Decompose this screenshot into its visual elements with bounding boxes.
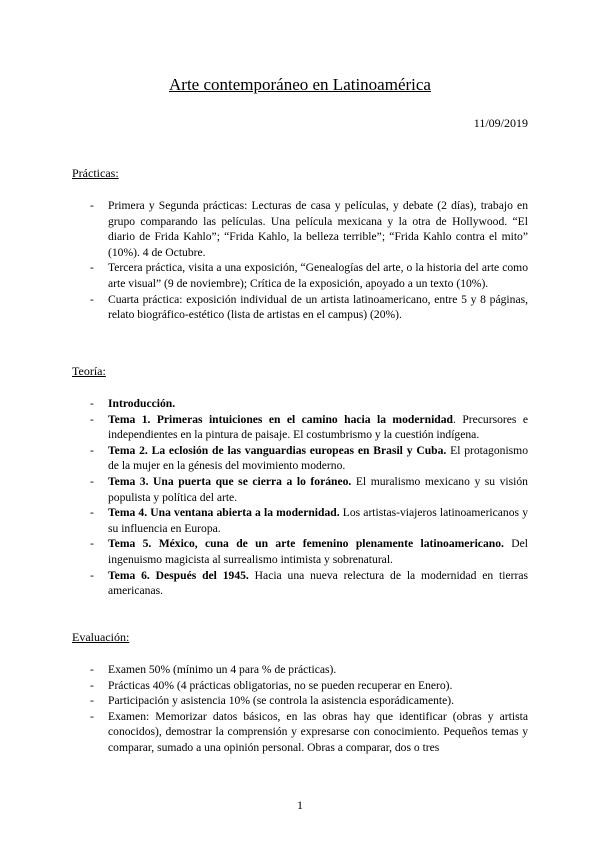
topic-title: Tema 6. Después del 1945. — [108, 568, 249, 582]
list-item: - Examen: Memorizar datos básicos, en las obras hay que identificar (obras y artista conocidos), demostrar la comprensión y expresarse con conocimiento. Pequeños temas y comparar, sumado a una opinión personal. Obras a comparar, dos o tres — [72, 709, 528, 756]
topic-description: . Precursores e independientes en la pintura de paisaje. El costumbrismo y la cuestión indígena. — [108, 412, 528, 442]
topic-title: Tema 5. México, cuna de un arte femenino plenamente latinoamericano. — [108, 537, 504, 551]
document-date: 11/09/2019 — [473, 116, 528, 130]
list-item: - Examen 50% (mínimo un 4 para % de prácticas). — [72, 662, 528, 678]
list-item — [72, 412, 528, 443]
list-item — [72, 505, 528, 536]
document-title: Arte contemporáneo en Latinoamérica — [169, 75, 431, 94]
evaluacion-heading: Evaluación: — [72, 630, 130, 644]
list-item — [72, 474, 528, 505]
evaluacion-list — [72, 662, 528, 756]
topic-title: Introducción. — [108, 397, 176, 410]
list-item: - Prácticas 40% (4 prácticas obligatorias, no se pueden recuperar en Enero). — [72, 678, 528, 694]
teoria-heading: Teoría: — [72, 364, 106, 378]
topic-description: Los artistas-viajeros latinoamericanos y su influencia en Europa. — [108, 506, 528, 535]
list-item: - Participación y asistencia 10% (se controla la asistencia esporádicamente). — [72, 693, 528, 709]
topic-description: Del ingenuismo magicista al surrealismo intimista y sobrenatural. — [108, 537, 529, 566]
practicas-list — [72, 198, 528, 323]
topic-description: El protagonismo de la mujer en la génesis del movimiento moderno. — [108, 443, 528, 473]
list-item — [72, 568, 528, 599]
topic-title: Tema 3. Una puerta que se cierra a lo foráneo. — [108, 474, 352, 488]
list-item — [72, 443, 528, 474]
teoria-list — [72, 396, 528, 599]
list-item — [72, 536, 528, 567]
practicas-heading: Prácticas: — [72, 166, 119, 180]
page-number: 1 — [297, 798, 303, 812]
evaluacion-section — [72, 630, 528, 756]
topic-description: El muralismo mexicano y su visión populista y política del arte. — [108, 474, 528, 504]
topic-title: Tema 2. La eclosión de las vanguardias europeas en Brasil y Cuba. — [108, 443, 447, 457]
practicas-section — [72, 166, 528, 323]
list-item: - Tercera práctica, visita a una exposición, “Genealogías del arte, o la historia del arte como arte visual” (9 de noviembre); Crítica de la exposición, apoyado a un texto (10%). — [72, 260, 528, 291]
topic-title: Tema 1. Primeras intuiciones en el camino hacia la modernidad — [108, 412, 453, 426]
list-item: - Primera y Segunda prácticas: Lecturas de casa y películas, y debate (2 días), trabajo en grupo comparando las películas. Una película mexicana y la otra de Hollywood. “El diario de Frida Kahlo”; “Frida Kahlo, la belleza terrible”; “Frida Kahlo contra el mito” (10%). 4 de Octubre. — [72, 198, 528, 260]
topic-title: Tema 4. Una ventana abierta a la modernidad. — [108, 506, 340, 520]
list-item: - Cuarta práctica: exposición individual de un artista latinoamericano, entre 5 y 8 páginas, relato biográfico-estético (lista de artistas en el campus) (20%). — [72, 292, 528, 323]
list-item — [72, 396, 528, 412]
topic-description: Hacia una nueva relectura de la modernidad en tierras americanas. — [108, 568, 528, 598]
teoria-section — [72, 364, 528, 599]
